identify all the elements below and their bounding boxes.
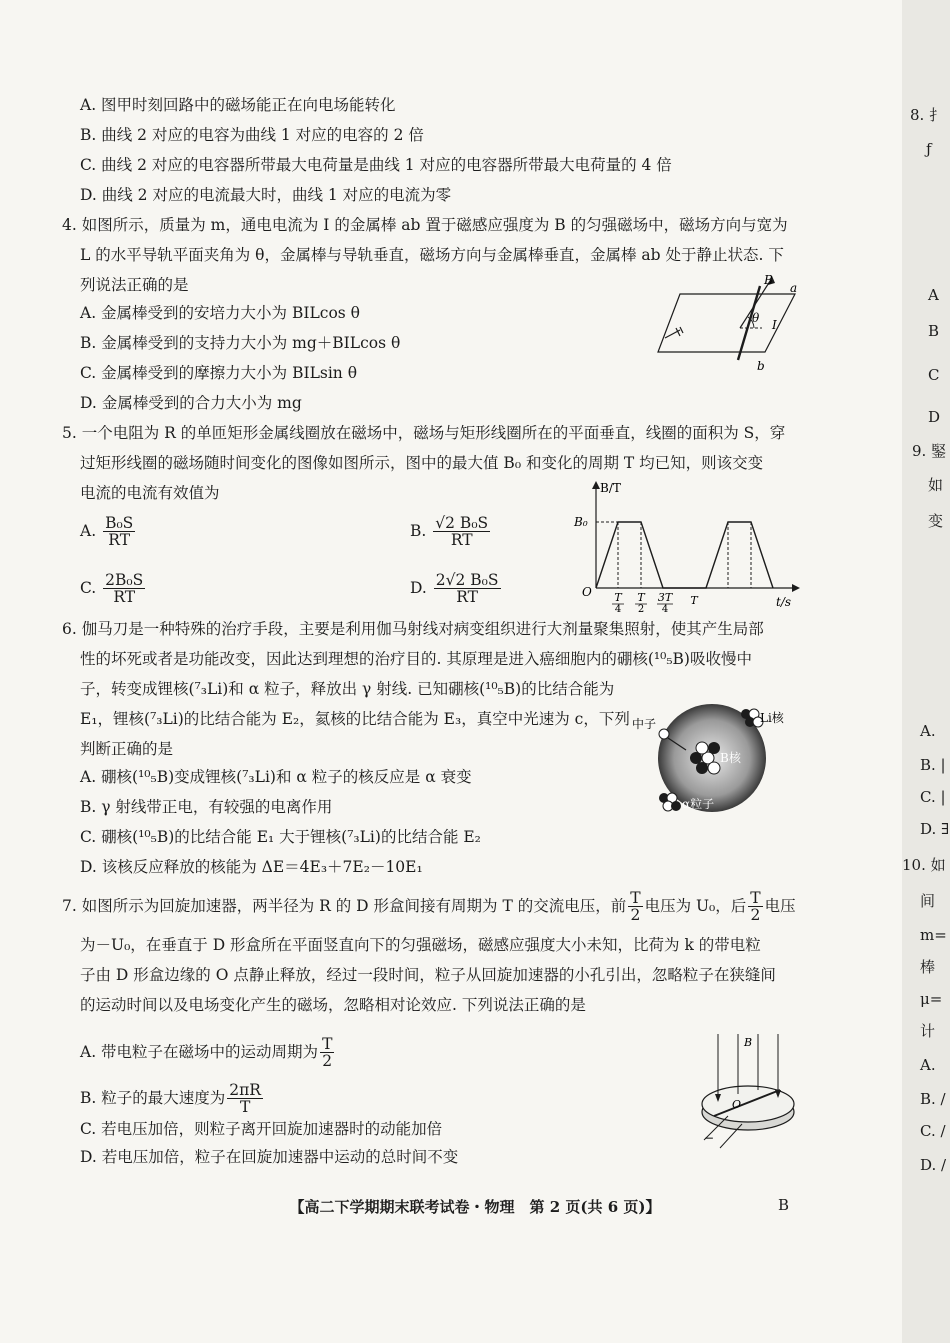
tick-t-half: [635, 591, 647, 612]
q6-option-a: A. 硼核(¹⁰₅B)变成锂核(⁷₃Li)和 α 粒子的核反应是 α 衰变: [80, 768, 472, 786]
fraction-numerator: 2πR: [229, 1081, 261, 1099]
q7-option-b-fraction: [227, 1082, 263, 1116]
q7-option-a: [80, 1036, 336, 1070]
nucleon: [708, 762, 720, 774]
q7-option-b-text: B. 粒子的最大速度为: [80, 1088, 226, 1107]
edge-text: ƒ: [926, 140, 932, 158]
q6-reaction-figure: [628, 700, 794, 816]
q4-label-b-field: B: [764, 273, 773, 287]
edge-option-b3: B. /: [920, 1090, 946, 1108]
fraction-denominator: RT: [456, 588, 478, 607]
q5-option-d-label: D.: [410, 578, 427, 597]
prev-option-c: C. 曲线 2 对应的电容器所带最大电荷量是曲线 1 对应的电容器所带最大电荷量的 4 倍: [80, 156, 672, 174]
q5-option-c: [80, 572, 147, 606]
fraction-numerator: T: [322, 1035, 333, 1053]
paper-version: B: [778, 1196, 790, 1214]
label-alpha: α粒子: [682, 797, 715, 811]
edge-q9: 9. 鋻: [912, 442, 947, 460]
edge-q9-line3: 变: [928, 512, 944, 530]
tick-denominator: 2: [637, 604, 645, 612]
edge-option-d: D: [928, 408, 941, 426]
q6-stem-line2: 性的坏死或者是功能改变，因此达到理想的治疗目的. 其原理是进入癌细胞内的硼核(¹⁰₅B)吸收慢中: [80, 650, 752, 668]
q7-option-a-text: A. 带电粒子在磁场中的运动周期为: [80, 1042, 319, 1061]
q4-option-a: A. 金属棒受到的安培力大小为 BILcos θ: [80, 304, 361, 322]
bt-curve: [596, 522, 773, 588]
q7-option-c: C. 若电压加倍，则粒子离开回旋加速器时的动能加倍: [80, 1120, 443, 1138]
q5-stem-line1: 5. 一个电阻为 R 的单匝矩形金属线圈放在磁场中，磁场与矩形线圈所在的平面垂直，线圈的面积为 S，穿: [62, 424, 786, 442]
q4-label-b-end: b: [757, 359, 765, 372]
neutron: [659, 729, 669, 739]
q4-rail-figure: [640, 272, 810, 372]
q7-cyclotron-figure: [690, 1030, 820, 1150]
edge-option-c: C: [928, 366, 940, 384]
q5-option-b-fraction: [433, 515, 490, 549]
q7-option-a-fraction: [320, 1036, 334, 1070]
edge-option-b2: B. |: [920, 756, 946, 774]
q6-option-d: D. 该核反应释放的核能为 ΔE＝4E₃＋7E₂－10E₁: [80, 858, 423, 876]
graph-x-label: t/s: [776, 595, 792, 609]
q7-label-o: O: [732, 1098, 742, 1111]
edge-option-c2: C. |: [920, 788, 946, 806]
graph-y-label: B/T: [600, 481, 621, 495]
q5-option-c-fraction: [103, 572, 145, 606]
q7-option-d: D. 若电压加倍，粒子在回旋加速器中运动的总时间不变: [80, 1148, 459, 1166]
fraction-denominator: RT: [108, 531, 131, 550]
label-lithium: Li核: [760, 711, 784, 725]
tick-denominator: 4: [614, 604, 622, 612]
q7-label-b: B: [744, 1036, 753, 1049]
edge-q10-line2: 间: [920, 892, 936, 910]
q4-label-a: a: [790, 281, 798, 295]
q5-option-a-fraction: [103, 515, 135, 549]
q5-bt-graph: [572, 478, 808, 612]
graph-b0-label: B₀: [574, 515, 588, 529]
nucleon: [696, 742, 708, 754]
prev-option-b: B. 曲线 2 对应的电容为曲线 1 对应的电容的 2 倍: [80, 126, 424, 144]
fraction-denominator: RT: [113, 588, 136, 607]
edge-q10-line3: m=: [920, 926, 947, 944]
label-boron: B核: [720, 751, 741, 765]
q5-option-c-label: C.: [80, 578, 97, 597]
q7-half-period-fraction: [628, 890, 642, 924]
edge-q10-line4: 棒: [920, 958, 936, 976]
edge-option-b: B: [928, 322, 940, 340]
q5-option-b-label: B.: [410, 521, 427, 540]
graph-origin: O: [582, 585, 592, 599]
tick-t: T: [690, 594, 698, 607]
edge-option-a3: A.: [920, 1056, 936, 1074]
q4-label-current: I: [772, 318, 777, 332]
q5-stem-line2: 过矩形线圈的磁场随时间变化的图像如图所示，图中的最大值 B₀ 和变化的周期 T 均已知，则该交变: [80, 454, 764, 472]
tick-numerator: T: [637, 591, 645, 604]
q5-option-d: [410, 572, 503, 606]
battery-plate-short: [680, 327, 683, 333]
fraction-denominator: 2: [322, 1052, 333, 1071]
edge-q10-line6: 计: [920, 1022, 936, 1040]
q6-stem-line4: E₁，锂核(⁷₃Li)的比结合能为 E₂，氦核的比结合能为 E₃，真空中光速为 c，下列: [80, 710, 630, 728]
q5-option-d-fraction: [434, 572, 501, 606]
q4-option-c: C. 金属棒受到的摩擦力大小为 BILsin θ: [80, 364, 358, 382]
q5-stem-line3: 电流的电流有效值为: [80, 484, 220, 502]
page-footer: 【高二下学期期末联考试卷・物理 第 2 页(共 6 页)】: [289, 1198, 661, 1216]
nucleon: [696, 762, 708, 774]
q5-option-a: [80, 515, 137, 549]
q6-stem-line5: 判断正确的是: [80, 740, 174, 758]
y-axis-arrowhead: [592, 481, 600, 489]
tick-three-t-quarter: [657, 591, 674, 612]
fraction-numerator: 2B₀S: [105, 571, 144, 589]
edge-option-d3: D. /: [920, 1156, 947, 1174]
q6-option-c: C. 硼核(¹⁰₅B)的比结合能 E₁ 大于锂核(⁷₃Li)的比结合能 E₂: [80, 828, 481, 846]
edge-q9-line2: 如: [928, 476, 944, 494]
q7-stem-line2: 为－U₀，在垂直于 D 形盒所在平面竖直向下的匀强磁场，磁感应强度大小未知，比荷为 k 的带电粒: [80, 936, 761, 954]
prev-option-a: A. 图甲时刻回路中的磁场能正在向电场能转化: [80, 96, 396, 114]
edge-option-a: A: [928, 286, 939, 304]
q6-option-b: B. γ 射线带正电，有较强的电离作用: [80, 798, 333, 816]
fraction-denominator: RT: [450, 531, 473, 550]
q4-option-b: B. 金属棒受到的支持力大小为 mg＋BILcos θ: [80, 334, 401, 352]
tick-numerator: T: [614, 591, 622, 604]
q7-half-period-fraction-2: [748, 890, 762, 924]
q4-option-d: D. 金属棒受到的合力大小为 mg: [80, 394, 302, 412]
q4-stem-line1: 4. 如图所示，质量为 m，通电电流为 I 的金属棒 ab 置于磁感应强度为 B 的匀强磁场中，磁场方向与宽为: [62, 216, 788, 234]
edge-q10: 10. 如: [902, 856, 946, 874]
edge-option-c3: C. /: [920, 1122, 946, 1140]
q7-stem-line3: 子由 D 形盒边缘的 O 点静止释放，经过一段时间，粒子从回旋加速器的小孔引出，忽略粒子在狭缝间: [80, 966, 776, 984]
q7-label-minus: −: [704, 1131, 715, 1145]
q7-line1-part2: 电压为 U₀，后: [644, 896, 747, 915]
tick-t-quarter: [612, 591, 624, 612]
q7-option-b: [80, 1082, 265, 1116]
q7-stem-line4: 的运动时间以及电场变化产生的磁场，忽略相对论效应. 下列说法正确的是: [80, 996, 586, 1014]
nucleon: [708, 742, 720, 754]
fraction-numerator: B₀S: [105, 514, 134, 532]
q7-stem-line1: [62, 890, 796, 924]
q4-stem-line3: 列说法正确的是: [80, 276, 189, 294]
q6-stem-line3: 子，转变成锂核(⁷₃Li)和 α 粒子，释放出 γ 射线. 已知硼核(¹⁰₅B)的比结合能为: [80, 680, 615, 698]
fraction-numerator: T: [750, 889, 761, 907]
fraction-denominator: T: [239, 1098, 251, 1117]
fraction-numerator: T: [630, 889, 641, 907]
tick-denominator: 4: [661, 604, 669, 612]
q6-stem-line1: 6. 伽马刀是一种特殊的治疗手段，主要是利用伽马射线对病变组织进行大剂量聚集照射，使其产生局部: [62, 620, 764, 638]
nucleon: [671, 801, 681, 811]
q7-line1-part1: 7. 如图所示为回旋加速器，两半径为 R 的 D 形盒间接有周期为 T 的交流电压，前: [62, 896, 627, 915]
q5-option-a-label: A.: [80, 521, 97, 540]
edge-q8: 8. 扌: [910, 106, 945, 124]
q4-label-theta: θ: [752, 311, 760, 325]
edge-q10-line5: μ=: [920, 990, 943, 1008]
tick-numerator: 3T: [657, 591, 673, 604]
prev-option-d: D. 曲线 2 对应的电流最大时，曲线 1 对应的电流为零: [80, 186, 452, 204]
edge-option-a2: A.: [920, 722, 936, 740]
q5-option-b: [410, 515, 492, 549]
edge-option-d2: D. ∃: [920, 820, 950, 838]
fraction-denominator: 2: [630, 906, 641, 925]
q4-stem-line2: L 的水平导轨平面夹角为 θ，金属棒与导轨垂直，磁场方向与金属棒垂直，金属棒 ab 处于静止状态. 下: [80, 246, 784, 264]
fraction-denominator: 2: [750, 906, 761, 925]
q7-line1-part3: 电压: [764, 896, 796, 915]
label-neutron: 中子: [632, 717, 657, 731]
x-axis-arrowhead: [792, 584, 800, 592]
fraction-numerator: 2√2 B₀S: [435, 571, 499, 589]
fraction-numerator: √2 B₀S: [435, 514, 489, 532]
